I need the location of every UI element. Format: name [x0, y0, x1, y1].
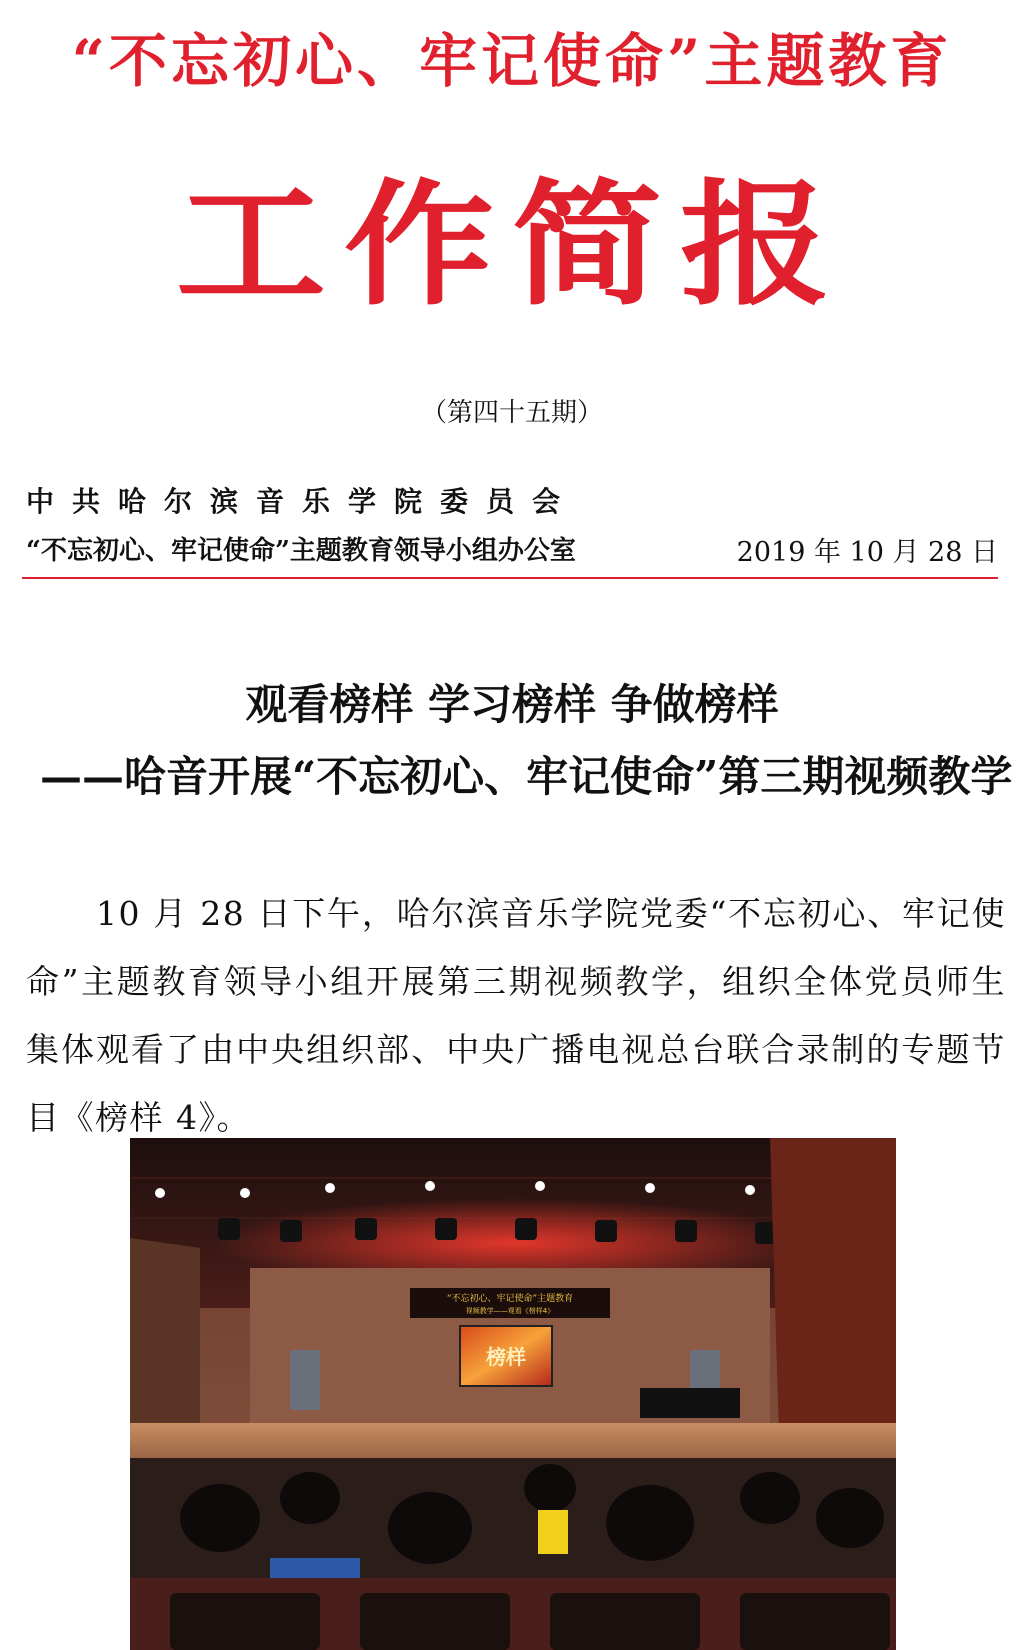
- photo-banner-line2: 视频教学——观看《榜样4》: [465, 1307, 555, 1315]
- campaign-title: “不忘初心、牢记使命”主题教育: [71, 27, 953, 95]
- photo-screen-text: 榜样: [486, 1345, 526, 1369]
- article-subheadline: ——哈音开展“不忘初心、牢记使命”第三期视频教学: [40, 752, 1013, 801]
- masthead-title: 工作简报: [175, 165, 848, 325]
- issuer-organization: 中共哈尔滨音乐学院委员会: [26, 485, 579, 518]
- header-divider: [22, 577, 998, 579]
- issuer-office: “不忘初心、牢记使命”主题教育领导小组办公室: [26, 536, 576, 566]
- issue-date: 2019 年 10 月 28 日: [736, 537, 998, 568]
- photo-banner-line1: “不忘初心、牢记使命”主题教育: [446, 1294, 574, 1304]
- event-photo: [130, 1138, 896, 1650]
- article-paragraph: 10 月 28 日下午，哈尔滨音乐学院党委“不忘初心、牢记使命”主题教育领导小组开展第三期视频教学，组织全体党员师生集体观看了由中央组织部、中央广播电视总台联合录制的专题节目《榜样 4》。: [26, 894, 1006, 1137]
- issue-number: （第四十五期）: [420, 398, 603, 428]
- article-headline: 观看榜样 学习榜样 争做榜样: [245, 680, 779, 729]
